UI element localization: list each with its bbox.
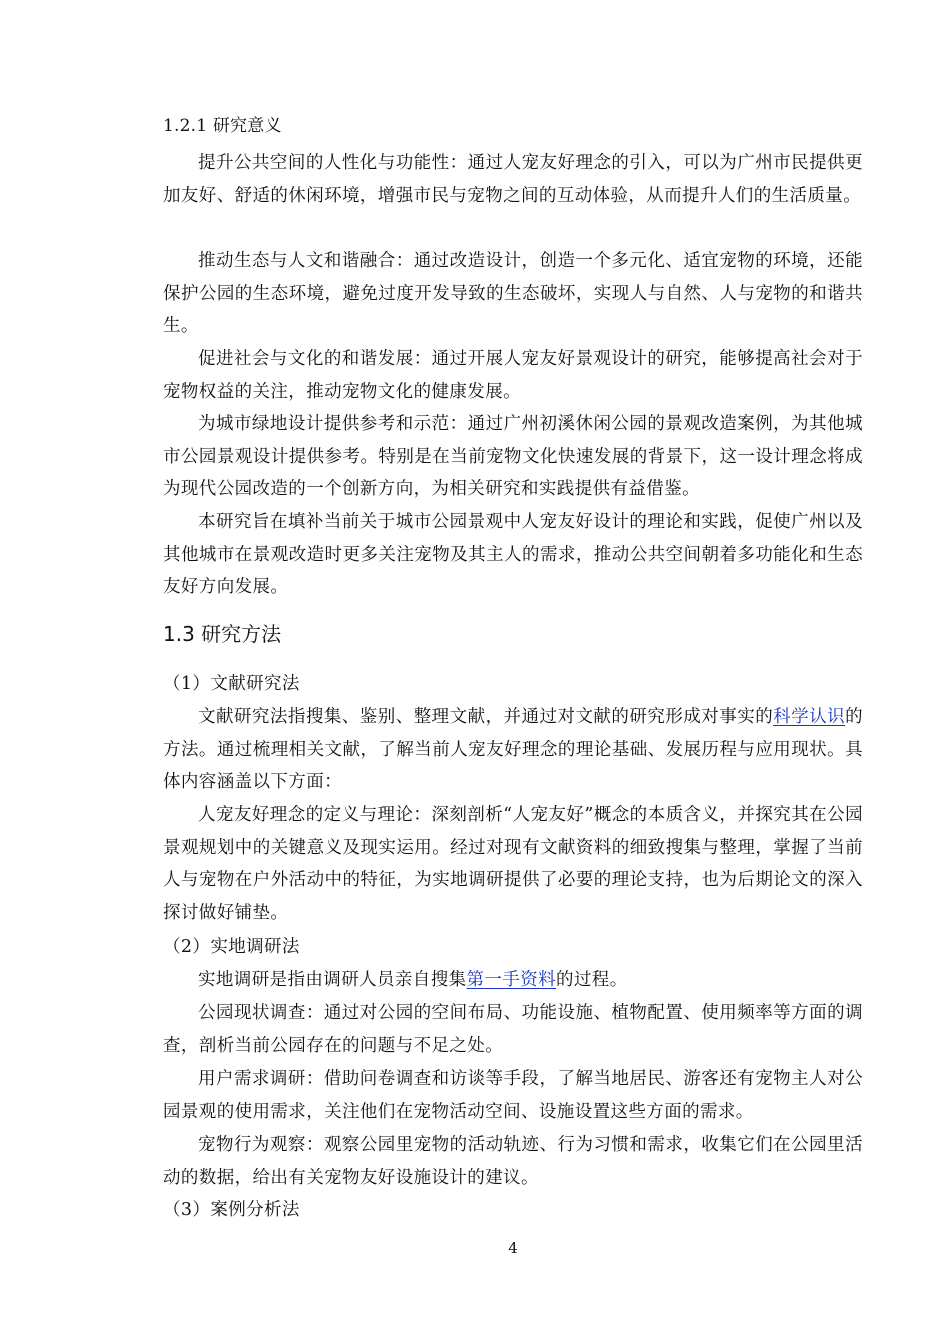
paragraph-field-survey	[163, 964, 863, 997]
link-scientific-knowledge[interactable]: 科学认识	[773, 707, 846, 727]
link-first-hand-data[interactable]: 第一手资料	[466, 970, 556, 990]
subsection-heading: 1.2.1 研究意义	[163, 116, 282, 136]
method-item-case-study: （3）案例分析法	[163, 1200, 300, 1220]
paragraph-significance-3: 促进社会与文化的和谐发展：通过开展人宠友好景观设计的研究，能够提高社会对于宠物权益的关注，推动宠物文化的健康发展。	[163, 349, 863, 402]
method-item-field-survey: （2）实地调研法	[163, 937, 300, 957]
paragraph-text: 的过程。	[556, 970, 628, 990]
paragraph-literature-method	[163, 701, 863, 799]
paragraph-text: 实地调研是指由调研人员亲自搜集	[198, 970, 467, 990]
paragraph-pet-behavior: 宠物行为观察：观察公园里宠物的活动轨迹、行为习惯和需求，收集它们在公园里活动的数据，给出有关宠物友好设施设计的建议。	[163, 1135, 863, 1188]
paragraph-text: 的方法。通过梳理相关文献，了解当前人宠友好理念的理论基础、发展历程与应用现状。具体内容涵盖以下方面：	[163, 707, 863, 792]
paragraph-text: 文献研究法指搜集、鉴别、整理文献，并通过对文献的研究形成对事实的	[198, 707, 774, 727]
paragraph-user-needs: 用户需求调研：借助问卷调查和访谈等手段，了解当地居民、游客还有宠物主人对公园景观的使用需求，关注他们在宠物活动空间、设施设置这些方面的需求。	[163, 1069, 863, 1122]
document-page	[163, 0, 863, 1344]
paragraph-significance-4: 为城市绿地设计提供参考和示范：通过广州初溪休闲公园的景观改造案例，为其他城市公园景观设计提供参考。特别是在当前宠物文化快速发展的背景下，这一设计理念将成为现代公园改造的一个创新方向，为相关研究和实践提供有益借鉴。	[163, 414, 863, 499]
page-number: 4	[508, 1239, 518, 1257]
paragraph-definition-theory: 人宠友好理念的定义与理论：深刻剖析“人宠友好”概念的本质含义，并探究其在公园景观规划中的关键意义及现实运用。经过对现有文献资料的细致搜集与整理，掌握了当前人与宠物在户外活动中的特征，为实地调研提供了必要的理论支持，也为后期论文的深入探讨做好铺垫。	[163, 805, 863, 923]
method-item-literature: （1）文献研究法	[163, 674, 300, 694]
paragraph-significance-2: 推动生态与人文和谐融合：通过改造设计，创造一个多元化、适宜宠物的环境，还能保护公园的生态环境，避免过度开发导致的生态破坏，实现人与自然、人与宠物的和谐共生。	[163, 251, 863, 336]
paragraph-park-status: 公园现状调查：通过对公园的空间布局、功能设施、植物配置、使用频率等方面的调查，剖析当前公园存在的问题与不足之处。	[163, 1003, 863, 1056]
paragraph-significance-5: 本研究旨在填补当前关于城市公园景观中人宠友好设计的理论和实践，促使广州以及其他城市在景观改造时更多关注宠物及其主人的需求，推动公共空间朝着多功能化和生态友好方向发展。	[163, 512, 863, 597]
section-heading: 1.3 研究方法	[163, 622, 282, 646]
paragraph-significance-1: 提升公共空间的人性化与功能性：通过人宠友好理念的引入，可以为广州市民提供更加友好、舒适的休闲环境，增强市民与宠物之间的互动体验，从而提升人们的生活质量。	[163, 153, 863, 206]
